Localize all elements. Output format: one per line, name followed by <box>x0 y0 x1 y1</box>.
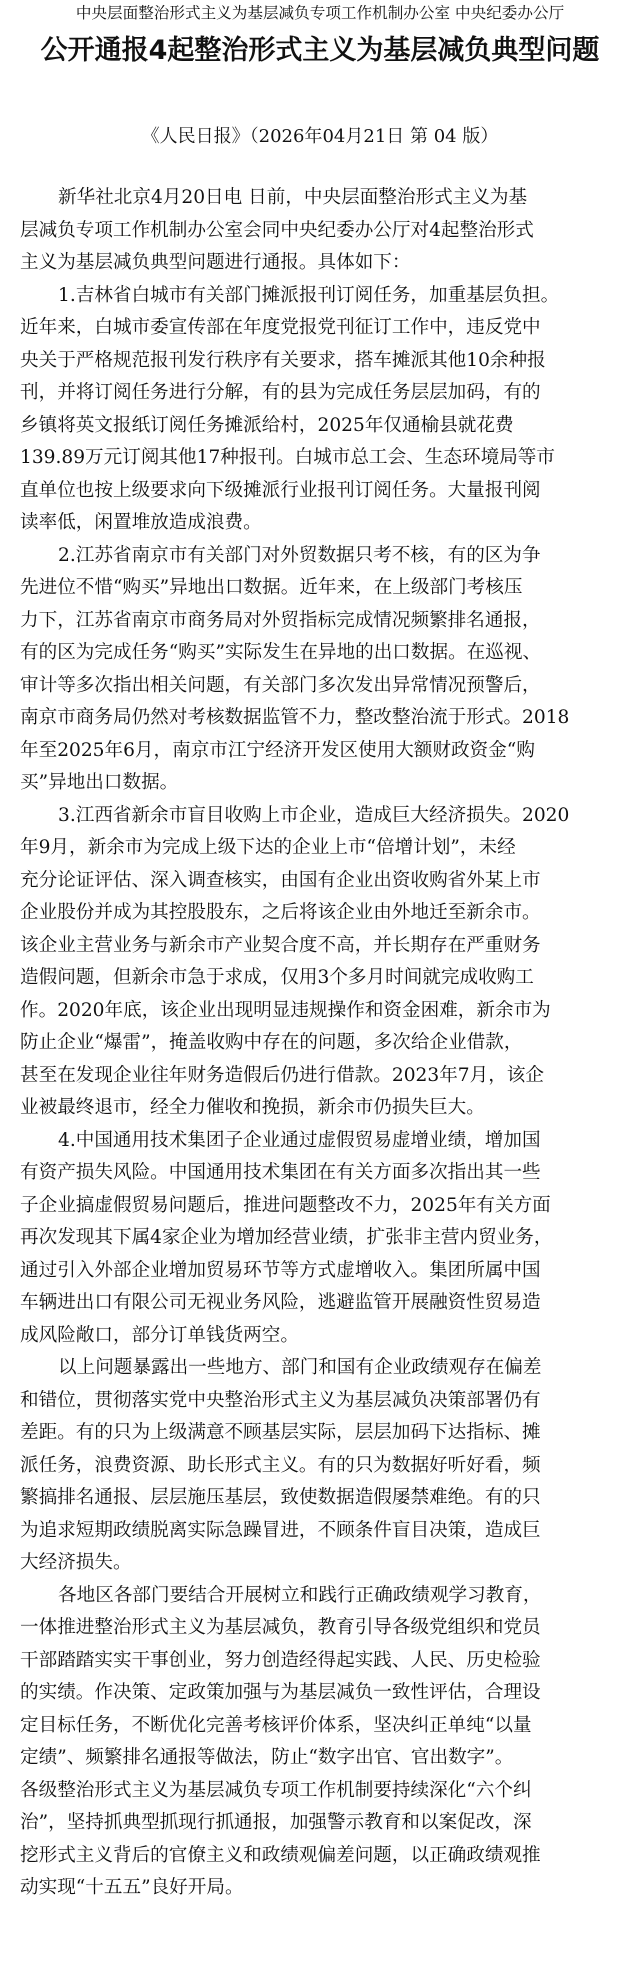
paragraph-line: 和错位，贯彻落实党中央整治形式主义为基层减负决策部署仍有 <box>20 1389 541 1411</box>
paragraph-line: 子企业搞虚假贸易问题后，推进问题整改不力，2025年有关方面 <box>20 1194 551 1216</box>
article-paragraph <box>20 280 624 540</box>
paragraph-line: 车辆进出口有限公司无视业务风险，逃避监管开展融资性贸易造 <box>20 1292 541 1313</box>
paragraph-line: 以上问题暴露出一些地方、部门和国有企业政绩观存在偏差 <box>58 1357 542 1378</box>
article-paragraph <box>20 540 624 800</box>
paragraph-line: 定绩”、频繁排名通报等做法，防止“数字出官、官出数字”。 <box>20 1747 514 1768</box>
paragraph-line: 2.江苏省南京市有关部门对外贸数据只考不核，有的区为争 <box>58 544 541 566</box>
paragraph-line: 通过引入外部企业增加贸易环节等方式虚增收入。集团所属中国 <box>20 1259 541 1281</box>
paragraph-line: 业被最终退市，经全力催收和挽损，新余市仍损失巨大。 <box>20 1097 485 1118</box>
paragraph-line: 层减负专项工作机制办公室会同中央纪委办公厅对4起整治形式 <box>20 219 534 241</box>
paragraph-line: 治”，坚持抓典型抓现行抓通报，加强警示教育和以案促改，深 <box>20 1812 532 1833</box>
paragraph-line: 先进位不惜“购买”异地出口数据。近年来，在上级部门考核压 <box>20 577 523 598</box>
paragraph-line: 为追求短期政绩脱离实际急躁冒进，不顾条件盲目决策，造成巨 <box>20 1519 541 1541</box>
paragraph-line: 南京市商务局仍然对考核数据监管不力，整改整治流于形式。2018 <box>20 707 570 728</box>
source-line: 《人民日报》（2026年04月21日 第 04 版） <box>141 126 499 147</box>
paragraph-line: 成风险敞口，部分订单钱货两空。 <box>20 1324 299 1346</box>
paragraph-line: 力下，江苏省南京市商务局对外贸指标完成情况频繁排名通报， <box>20 609 541 631</box>
paragraph-line: 年至2025年6月，南京市江宁经济开发区使用大额财政资金“购 <box>20 739 535 761</box>
article-paragraph <box>20 1580 624 1905</box>
article-paragraph <box>20 1352 624 1580</box>
article-body <box>20 182 624 1905</box>
paragraph-line: 挖形式主义背后的官僚主义和政绩观偏差问题，以正确政绩观推 <box>20 1844 541 1866</box>
paragraph-line: 3.江西省新余市盲目收购上市企业，造成巨大经济损失。2020 <box>58 804 570 826</box>
paragraph-line: 读率低，闲置堆放造成浪费。 <box>20 512 262 533</box>
article-paragraph <box>20 182 624 280</box>
paragraph-line: 作。2020年底，该企业出现明显违规操作和资金困难，新余市为 <box>20 999 551 1021</box>
paragraph-line: 大经济损失。 <box>20 1552 132 1573</box>
paragraph-line: 干部踏踏实实干事创业，努力创造经得起实践、人民、历史检验 <box>20 1649 541 1671</box>
paragraph-line: 甚至在发现企业往年财务造假后仍进行借款。2023年7月，该企 <box>20 1064 544 1086</box>
paragraph-line: 企业股份并成为其控股股东，之后将该企业由外地迁至新余市。 <box>20 902 541 923</box>
paragraph-line: 直单位也按上级要求向下级摊派行业报刊订阅任务。大量报刊阅 <box>20 479 541 501</box>
paragraph-line: 139.89万元订阅其他17种报刊。白城市总工会、生态环境局等市 <box>20 447 555 468</box>
paragraph-line: 年9月，新余市为完成上级下达的企业上市“倍增计划”，未经 <box>20 837 516 858</box>
paragraph-line: 1.吉林省白城市有关部门摊派报刊订阅任务，加重基层负担。 <box>58 284 560 306</box>
paragraph-line: 充分论证评估、深入调查核实，由国有企业出资收购省外某上市 <box>20 869 541 891</box>
paragraph-line: 主义为基层减负典型问题进行通报。具体如下： <box>20 252 411 273</box>
article-paragraph <box>20 1125 624 1353</box>
paragraph-line: 近年来，白城市委宣传部在年度党报党刊征订工作中，违反党中 <box>20 317 541 338</box>
issuing-bodies: 中央层面整治形式主义为基层减负专项工作机制办公室 中央纪委办公厅 <box>75 4 565 22</box>
paragraph-line: 乡镇将英文报纸订阅任务摊派给村，2025年仅通榆县就花费 <box>20 414 514 436</box>
paragraph-line: 4.中国通用技术集团子企业通过虚假贸易虚增业绩，增加国 <box>58 1129 541 1151</box>
paragraph-line: 定目标任务，不断优化完善考核评价体系，坚决纠正单纯“以量 <box>20 1714 532 1736</box>
paragraph-line: 央关于严格规范报刊发行秩序有关要求，搭车摊派其他10余种报 <box>20 349 546 371</box>
paragraph-line: 再次发现其下属4家企业为增加经营业绩，扩张非主营内贸业务， <box>20 1227 553 1248</box>
article-title: 公开通报4起整治形式主义为基层减负典型问题 <box>40 35 600 66</box>
paragraph-line: 买”异地出口数据。 <box>20 772 179 793</box>
paragraph-line: 审计等多次指出相关问题，有关部门多次发出异常情况预警后， <box>20 674 541 696</box>
paragraph-line: 有的区为完成任务“购买”实际发生在异地的出口数据。在巡视、 <box>20 642 542 663</box>
paragraph-line: 造假问题，但新余市急于求成，仅用3个多月时间就完成收购工 <box>20 967 534 988</box>
paragraph-line: 该企业主营业务与新余市产业契合度不高，并长期存在严重财务 <box>20 934 541 956</box>
paragraph-line: 动实现“十五五”良好开局。 <box>20 1877 244 1898</box>
paragraph-line: 差距。有的只为上级满意不顾基层实际，层层加码下达指标、摊 <box>20 1422 541 1443</box>
paragraph-line: 派任务，浪费资源、助长形式主义。有的只为数据好听好看，频 <box>20 1454 541 1476</box>
paragraph-line: 繁搞排名通报、层层施压基层，致使数据造假屡禁难绝。有的只 <box>20 1487 541 1508</box>
paragraph-line: 各级整治形式主义为基层减负专项工作机制要持续深化“六个纠 <box>20 1779 532 1801</box>
paragraph-line: 一体推进整治形式主义为基层减负，教育引导各级党组织和党员 <box>20 1617 541 1638</box>
paragraph-line: 新华社北京4月20日电 日前，中央层面整治形式主义为基 <box>58 187 528 208</box>
paragraph-line: 刊，并将订阅任务进行分解，有的县为完成任务层层加码，有的 <box>20 382 541 403</box>
paragraph-line: 有资产损失风险。中国通用技术集团在有关方面多次指出其一些 <box>20 1162 541 1183</box>
paragraph-line: 各地区各部门要结合开展树立和践行正确政绩观学习教育， <box>58 1584 542 1606</box>
article-paragraph <box>20 800 624 1125</box>
paragraph-line: 防止企业“爆雷”，掩盖收购中存在的问题，多次给企业借款， <box>20 1032 523 1053</box>
paragraph-line: 的实绩。作决策、定政策加强与为基层减负一致性评估，合理设 <box>20 1682 541 1703</box>
